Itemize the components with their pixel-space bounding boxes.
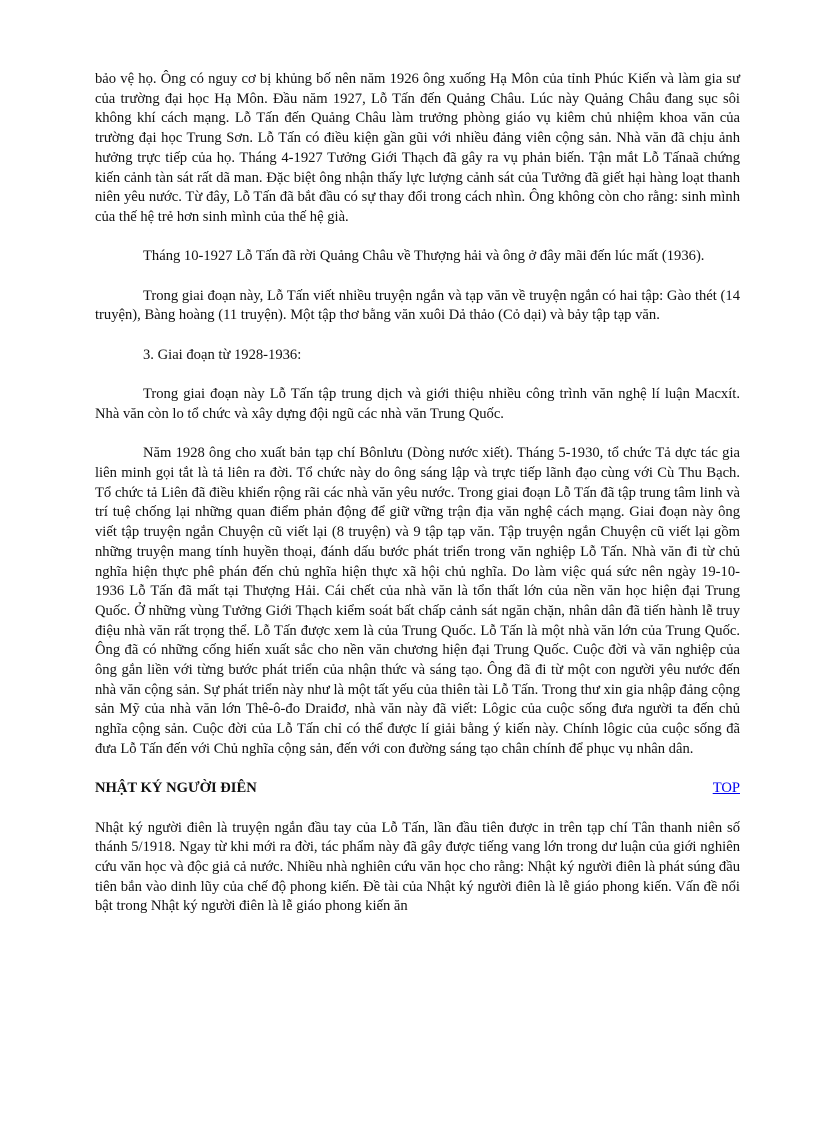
top-link[interactable]: TOP: [712, 780, 740, 797]
subsection-title: 3. Giai đoạn từ 1928-1936:: [143, 346, 302, 363]
paragraph-5: Năm 1928 ông cho xuất bản tạp chí Bônlưu (Dòng nước xiết). Tháng 5-1930, tổ chức Tả dực tác gia liên minh gọi tắt là tả liên ra đời. Tổ chức này do ông sáng lập và trực tiếp lãnh đạo cùng với Cù Thu Bạch. Tổ chức tả Liên đã điều khiển rộng rãi các nhà văn yêu nước. Trong giai đoạn Lỗ Tấn đã tập trung tâm linh và trí tuệ chống lại những quan điểm phản động để giữ vững trận địa văn nghệ cách mạng. Giai đoạn này ông viết tập truyện ngắn Chuyện cũ viết lại (8 truyện) và 9 tập tạp văn. Tập truyện ngắn Chuyện cũ viết lại gồm những truyện mang tính huyền thoại, đánh dấu bước phát triển trong văn nghiệp Lỗ Tấn. Nhà văn đi từ chủ nghĩa hiện thực phê phán đến chủ nghĩa hiện thực xã hội chủ nghĩa. Do làm việc quá sức nên ngày 19-10-1936 Lỗ Tấn đã mất tại Thượng Hải. Cái chết của nhà văn là tổn thất lớn của nền văn học hiện đại Trung Quốc. Ở những vùng Tưởng Giới Thạch kiểm soát bất chấp cảnh sát ngăn chặn, nhân dân đã tiến hành lễ truy điệu nhà văn rất trọng thể. Lỗ Tấn được xem là của Trung Quốc. Lỗ Tấn là một nhà văn lớn của Trung Quốc. Ông đã có những cống hiến xuất sắc cho nền văn chương hiện đại Trung Quốc. Cuộc đời và văn nghiệp của ông gắn liền với từng bước phát triển của nhận thức và sáng tạo. Ông đã đi từ một con người yêu nước đến nhà văn cộng sản. Sự phát triển này như là một tất yếu của thiên tài Lỗ Tấn. Trong thư xin gia nhập đảng cộng sản Mỹ của nhà văn lớn Thê-ô-đo Draiđơ, nhà văn này đã viết: Lôgic của cuộc sống đưa người ta đến chủ nghĩa cộng sản. Cuộc đời của Lỗ Tấn chỉ có thể được lí giải bằng ý kiến này. Chính lôgic của cuộc sống đã đưa Lỗ Tấn đến với Chủ nghĩa cộng sản, đến với con đường sáng tạo chân chính để phục vụ nhân dân.: [95, 445, 740, 757]
paragraph-1: bảo vệ họ. Ông có nguy cơ bị khủng bố nên năm 1926 ông xuống Hạ Môn của tỉnh Phúc Kiến và làm gia sư của trường đại học Hạ Môn. Đầu năm 1927, Lỗ Tấn đến Quảng Châu. Lúc này Quảng Châu đang sục sôi không khí cách mạng. Lỗ Tấn đến Quảng Châu làm trưởng phòng giáo vụ kiêm chủ nhiệm khoa văn của trường đại học Trung Sơn. Lỗ Tấn có điều kiện gần gũi với nhiều đảng viên cộng sản. Nhà văn đã chịu ảnh hưởng trực tiếp của họ. Tháng 4-1927 Tưởng Giới Thạch đã gây ra vụ phản biến. Tận mắt Lỗ Tấnaã chứng kiến cảnh tàn sát rất dã man. Đặc biệt ông nhận thấy lực lượng cảnh sát của Tưởng đã giết hại hàng loạt thanh niên yêu nước. Từ đây, Lỗ Tấn đã bắt đầu có sự thay đổi trong cách nhìn. Ông không còn cho rằng: sinh mình của thế hệ trẻ hơn sinh mình của thế hệ già.: [95, 71, 740, 225]
document-page: [95, 70, 740, 937]
paragraph-2: Tháng 10-1927 Lỗ Tấn đã rời Quảng Châu về Thượng hải và ông ở đây mãi đến lúc mất (1936).: [143, 248, 705, 265]
section-heading: NHẬT KÝ NGƯỜI ĐIÊN: [95, 780, 257, 797]
paragraph-4: Trong giai đoạn này Lỗ Tấn tập trung dịch và giới thiệu nhiều công trình văn nghệ lí luận Macxít. Nhà văn còn lo tổ chức và xây dựng đội ngũ các nhà văn Trung Quốc.: [95, 386, 740, 422]
section-heading-row: [95, 779, 740, 799]
paragraph-3: Trong giai đoạn này, Lỗ Tấn viết nhiều truyện ngắn và tạp văn về truyện ngắn có hai tập: Gào thét (14 truyện), Bàng hoàng (11 truyện). Một tập thơ bằng văn xuôi Dả thảo (Cỏ dại) và bảy tập tạp văn.: [95, 287, 740, 324]
paragraph-6: Nhật ký người điên là truyện ngắn đầu tay của Lỗ Tấn, lần đầu tiên được in trên tạp chí Tân thanh niên số thánh 5/1918. Ngay từ khi mới ra đời, tác phẩm này đã gây được tiếng vang lớn trong dư luận của giới nghiên cứu văn học và độc giả cả nước. Nhiều nhà nghiên cứu văn học cho rằng: Nhật ký người điên là phát súng đầu tiên bắn vào dinh lũy của chế độ phong kiến. Đề tài của Nhật ký người điên là lễ giáo phong kiến. Vấn đề nổi bật trong Nhật ký người điên là lễ giáo phong kiến ăn: [95, 819, 740, 915]
